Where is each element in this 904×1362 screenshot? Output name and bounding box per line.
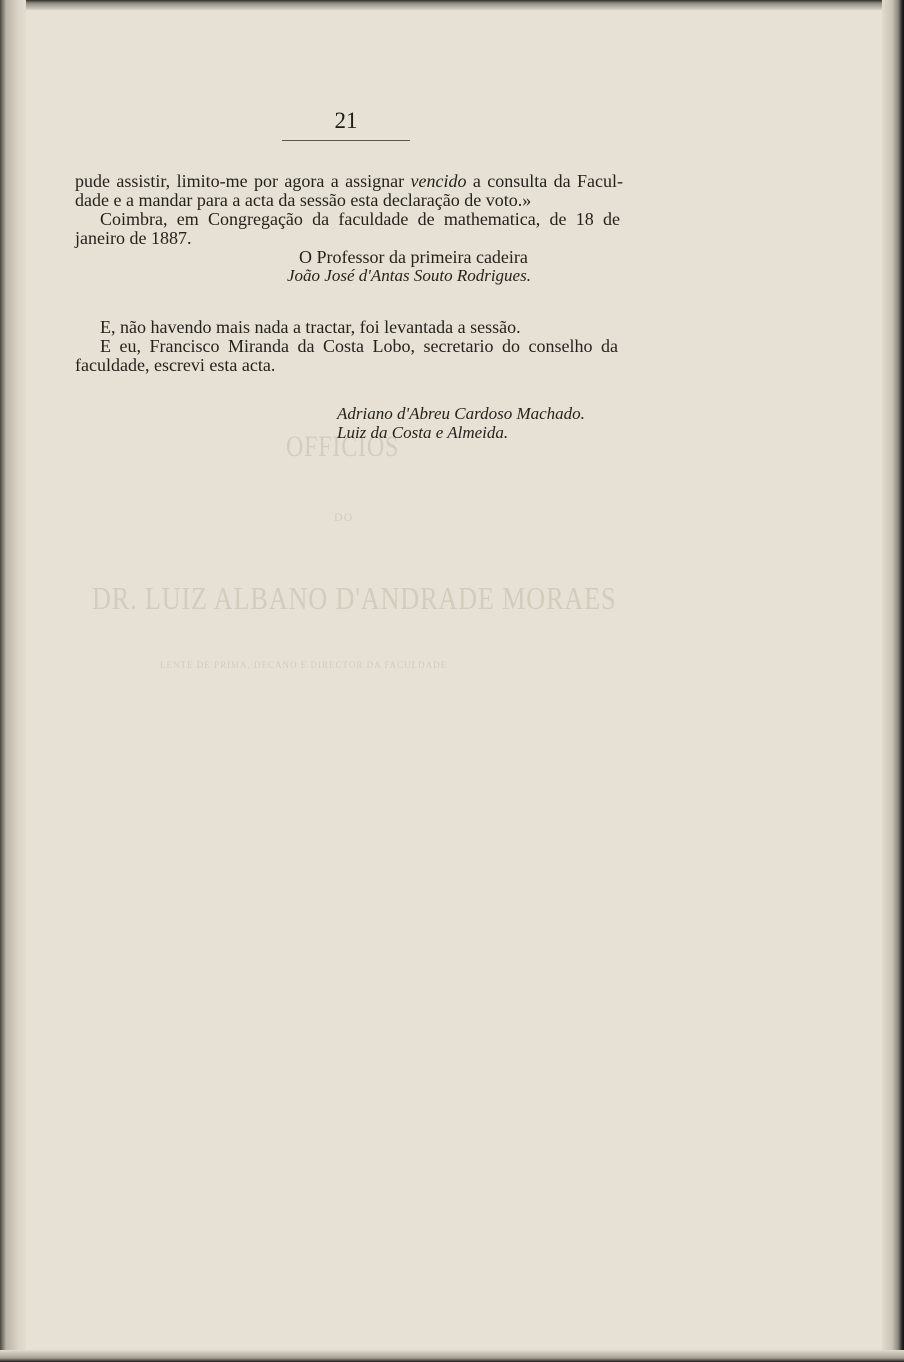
page-left-edge [0,0,26,1362]
para1-line2: dade e a mandar para a acta da sessão esta declaração de voto.» [75,190,532,210]
page-bottom-edge [0,1350,904,1362]
signature-2: Luiz da Costa e Almeida. [337,423,509,442]
show-through-heading: OFFICIOS [286,430,400,463]
para1-line1 [75,171,623,191]
show-through-subtitle: LENTE DE PRIMA, DECANO E DIRECTOR DA FACULDADE [160,660,448,670]
page-top-edge [0,0,904,10]
page-right-edge [882,0,904,1362]
para4-line2: faculdade, escrevi esta acta. [75,355,276,375]
signature-1: Adriano d'Abreu Cardoso Machado. [337,404,585,423]
para1-line1-end: a consulta da Facul- [466,171,623,191]
para3: E, não havendo mais nada a tractar, foi levantada a sessão. [100,317,521,337]
para2-line2: janeiro de 1887. [75,228,192,248]
para1-italic-word: vencido [410,171,467,191]
para2-line1: Coimbra, em Congregação da faculdade de mathematica, de 18 de [100,209,620,229]
professor-title: O Professor da primeira cadeira [299,247,528,267]
professor-name: João José d'Antas Souto Rodrigues. [287,266,531,285]
page-number: 21 [334,108,358,133]
para1-line1-start: pude assistir, limito-me por agora a assignar [75,171,411,191]
show-through-name: DR. LUIZ ALBANO D'ANDRADE MORAES [92,580,617,616]
show-through-connector: DO [334,510,354,524]
header-rule [282,140,410,141]
para4-line1: E eu, Francisco Miranda da Costa Lobo, secretario do conselho da [100,336,618,356]
